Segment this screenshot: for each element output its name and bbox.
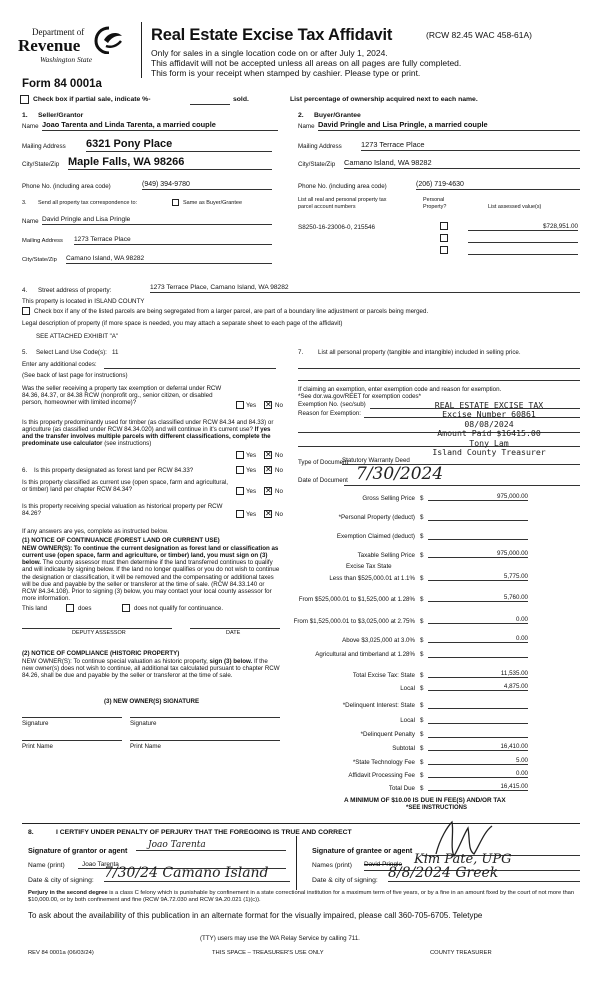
personal-property-line-1[interactable] [298, 368, 580, 369]
correspondence-mailing-field[interactable]: 1273 Terrace Place [74, 236, 272, 245]
additional-codes-label: Enter any additional codes: [22, 361, 97, 368]
seller-name-field[interactable]: Joao Tarenta and Linda Tarenta, a married couple [42, 121, 278, 131]
agricultural-field[interactable] [428, 649, 528, 658]
header-divider [141, 22, 142, 78]
certify-statement: I CERTIFY UNDER PENALTY OF PERJURY THAT THE FOREGOING IS TRUE AND CORRECT [56, 829, 352, 836]
perjury-notice-bold: Perjury in the second degree [28, 890, 108, 896]
grantor-signature-label: Signature of grantor or agent [28, 846, 128, 855]
parcel-col-header-1b: parcel account numbers [298, 204, 356, 210]
owner-print-line-2[interactable] [130, 740, 280, 741]
q5-yes-label: Yes [246, 511, 257, 518]
delinquent-penalty-label: *Delinquent Penalty [360, 731, 415, 738]
revision-number: REV 84 0001a (06/03/24) [28, 950, 94, 956]
correspondence-name-field[interactable]: David Pringle and Lisa Pringle [42, 216, 272, 225]
question-forest: Is this property designated as forest land per RCW 84.33? [34, 467, 194, 474]
perjury-notice-text: is a class C felony which is punishable by confinement in a state correctional institution for a maximum term of five years, or by a fine in an amount fixed by the court of not more than $10,000.00, or by both confinement and fine (RCW 9A.72.030 and RCW 9A.20.021 (1)(c)). [28, 890, 575, 903]
buyer-phone-field[interactable]: (206) 719-4630 [416, 181, 580, 190]
tier2-dollar: $ [420, 596, 424, 603]
grantor-date-city-label: Date & city of signing: [28, 877, 94, 884]
technology-fee-dollar: $ [420, 759, 424, 766]
buyer-mailing-field[interactable]: 1273 Terrace Place [361, 141, 580, 151]
subtotal-dollar: $ [420, 745, 424, 752]
street-label: Street address of property: [38, 287, 112, 294]
owner-print-label-1: Print Name [22, 743, 53, 750]
stamp-line-4: Amount Paid $16415.00 [437, 428, 541, 439]
grantee-names-print-label: Names (print) [312, 862, 352, 869]
new-owner-signature-title: (3) NEW OWNER(S) SIGNATURE [104, 698, 200, 705]
personal-property-checkbox-3[interactable] [440, 246, 448, 254]
seller-mailing-label: Mailing Address [22, 143, 66, 150]
technology-fee-field[interactable]: 5.00 [428, 757, 528, 765]
land-does-not-checkbox[interactable] [122, 604, 130, 612]
tier2-label: From $525,000.01 to $1,525,000 at 1.28% [298, 596, 415, 603]
alternate-format-notice: To ask about the availability of this publication in an alternate format for the visually impaired, please call 360-705-6705. Teletype [28, 911, 483, 920]
delinquent-interest-local-field[interactable] [428, 715, 528, 724]
street-address-field[interactable]: 1273 Terrace Place, Camano Island, WA 98282 [150, 284, 580, 293]
affidavit-fee-field[interactable]: 0.00 [428, 770, 528, 778]
q5-no-label: No [275, 511, 283, 518]
technology-fee-label: *State Technology Fee [352, 759, 415, 766]
q1-no-label: No [275, 402, 283, 409]
notice-compliance-a: NEW OWNER(S): To continue special valuation as historic property, [22, 658, 208, 665]
segregated-label: Check box if any of the listed parcels are being segregated from a larger parcel, are part of a boundary line adjustment or parcels being merged. [34, 308, 429, 315]
q5-yes-checkbox[interactable] [236, 510, 244, 518]
question-timber [22, 419, 280, 448]
total-excise-local-label: Local [400, 685, 415, 692]
exemption-claimed-label: Exemption Claimed (deduct) [336, 533, 415, 540]
gross-selling-price-label: Gross Selling Price [362, 495, 415, 502]
seller-city-label: City/State/Zip [22, 161, 60, 168]
parcel-col-header-3: List assessed value(s) [488, 204, 542, 210]
land-does-not-label: does not qualify for continuance. [134, 605, 224, 612]
tty-notice: (TTY) users may use the WA Relay Service by calling 711. [200, 935, 360, 942]
notice-compliance-title: (2) NOTICE OF COMPLIANCE (HISTORIC PROPERTY) [22, 650, 180, 657]
q1-yes-label: Yes [246, 402, 257, 409]
personal-property-label: List all personal property (tangible and intangible) included in selling price. [318, 349, 521, 356]
grantee-names-handwritten: Kim Pate, UPG [414, 852, 512, 867]
q5-no-checkbox[interactable]: ✕ [265, 509, 272, 518]
total-due-field[interactable]: 16,415.00 [428, 783, 528, 791]
tier3-dollar: $ [420, 618, 424, 625]
tier1-field[interactable]: 5,775.00 [428, 573, 528, 581]
total-due-label: Total Due [388, 785, 415, 792]
q4-no-checkbox[interactable]: ✕ [265, 486, 272, 495]
street-num: 4. [22, 287, 28, 294]
grantor-name-print-label: Name (print) [28, 862, 65, 869]
owner-signature-label-2: Signature [130, 720, 157, 727]
owner-signature-label-1: Signature [22, 720, 49, 727]
if-any-yes: If any answers are yes, complete as instructed below. [22, 528, 169, 535]
question-exemption: Was the seller receiving a property tax exemption or deferral under RCW 84.36, 84.37, or 84.38 RCW (nonprofit org., senior citizen, or disabled person, homeowner with limited income)? [22, 385, 222, 407]
department-logo [18, 24, 128, 68]
tier4-dollar: $ [420, 637, 424, 644]
owner-print-line-1[interactable] [22, 740, 122, 741]
parcel-col-header-2a: Personal [423, 197, 445, 203]
personal-property-deduct-dollar: $ [420, 514, 424, 521]
land-use-num: 5. [22, 349, 28, 356]
ownership-note: List percentage of ownership acquired next to each name. [290, 96, 478, 103]
taxable-selling-price-field[interactable]: 975,000.00 [428, 550, 528, 558]
buyer-heading: Buyer/Grantee [314, 112, 361, 119]
exemption-claimed-dollar: $ [420, 533, 424, 540]
exemption-intro: If claiming an exemption, enter exemption code and reason for exemption. [298, 386, 502, 393]
excise-tax-state-label: Excise Tax State [346, 563, 392, 570]
tier4-label: Above $3,025,000 at 3.0% [342, 637, 415, 644]
segregated-checkbox[interactable] [22, 307, 30, 315]
affidavit-fee-label: Affidavit Processing Fee [348, 772, 415, 779]
correspondence-mailing-label: Mailing Address [22, 238, 63, 244]
see-back-instructions: (See back of last page for instructions) [22, 372, 128, 379]
delinquent-penalty-field[interactable] [428, 729, 528, 738]
parcel-number[interactable]: S8250-16-23006-0, 215546 [298, 224, 376, 231]
correspondence-name-label: Name [22, 218, 39, 225]
see-attached-exhibit: SEE ATTACHED EXHIBIT "A" [36, 333, 119, 340]
county-treasurer-label: COUNTY TREASURER [430, 950, 492, 956]
notice-continuance-b: The county assessor must then determine if the land transferred continues to qualify and will indicate by signing below. If the land no longer qualifies or you do not wish to continue the designation or classification, it will be removed and the compensating or additional taxes will be due and payable by the seller or transferor at the time of sale. (RCW 84.33.140 or RCW 84.34.108). Prior to signing (3) below, you may contact your local county assessor for more information. [22, 559, 280, 602]
same-as-buyer-checkbox[interactable] [172, 199, 179, 206]
gross-selling-price-dollar: $ [420, 495, 424, 502]
partial-sale-percent-line [190, 104, 230, 105]
owner-signature-line-1[interactable] [22, 717, 122, 718]
land-does-label: does [78, 605, 92, 612]
land-use-code[interactable]: 11 [112, 349, 119, 356]
grantee-names-print-typed: David Pringle [364, 861, 403, 868]
buyer-name-label: Name [298, 123, 315, 130]
question-timber-c: (see instructions) [104, 440, 152, 448]
deputy-assessor-line[interactable] [22, 628, 172, 629]
owner-print-label-2: Print Name [130, 743, 161, 750]
partial-sale-sold: sold. [233, 96, 249, 103]
dept-state: Washington State [40, 55, 93, 64]
land-does-checkbox[interactable] [66, 604, 74, 612]
grantee-date-city-label: Date & city of signing: [312, 877, 378, 884]
assessed-value-2[interactable] [468, 242, 578, 243]
grantee-signature-label: Signature of grantee or agent [312, 846, 413, 855]
land-use-label: Select Land Use Code(s): [36, 349, 107, 356]
document-date-field[interactable]: 7/30/2024 [344, 465, 580, 486]
deputy-assessor-label: DEPUTY ASSESSOR [72, 630, 126, 636]
seller-heading: Seller/Grantor [38, 112, 84, 119]
question-timber-a: Is this property predominantly used for timber (as classified under RCW 84.34 and 84.33) or agriculture (as classified under RCW 84.34.020) and will continue in it's current use? [22, 419, 274, 434]
grantor-signature-field[interactable]: Joao Tarenta [136, 840, 286, 851]
buyer-city-field[interactable]: Camano Island, WA 98282 [344, 159, 580, 169]
q1-yes-checkbox[interactable] [236, 401, 244, 409]
exemption-claimed-field[interactable] [428, 531, 528, 540]
grantee-date-city-field[interactable]: 8/8/2024 Greek [388, 865, 580, 882]
exemption-code-label: Exemption No. (sec/sub) [298, 401, 366, 408]
seller-phone-label: Phone No. (including area code) [22, 183, 111, 190]
q3-yes-checkbox[interactable] [236, 466, 244, 474]
personal-property-line-2[interactable] [298, 380, 580, 381]
document-type-field[interactable]: Statutory Warranty Deed [342, 457, 580, 465]
question-forest-num: 6. [22, 467, 28, 474]
delinquent-penalty-dollar: $ [420, 731, 424, 738]
note-single-location: Only for sales in a single location code on or after July 1, 2024. [151, 48, 388, 58]
minimum-due-notice: A MINIMUM OF $10.00 IS DUE IN FEE(S) AND/OR TAX [344, 797, 506, 804]
stamp-line-1: REAL ESTATE EXCISE TAX [434, 400, 544, 410]
treasurer-stamp [414, 401, 564, 457]
notice-compliance-b: sign (3) below. [207, 658, 253, 665]
correspondence-label: Send all property tax correspondence to: [38, 200, 138, 206]
q4-no-label: No [275, 488, 283, 495]
perjury-notice [28, 890, 588, 903]
grantor-date-city-field[interactable]: 7/30/24 Camano Island [104, 865, 290, 882]
grantor-name-print-field[interactable]: Joao Tarenta [78, 861, 286, 869]
notice-continuance-title: (1) NOTICE OF CONTINUANCE (FOREST LAND OR CURRENT USE) [22, 537, 220, 544]
personal-property-num: 7. [298, 349, 304, 356]
seller-mailing-field[interactable]: 6321 Pony Place [86, 138, 272, 152]
exemption-reason-label: Reason for Exemption: [298, 410, 361, 417]
dept-line: Department of [32, 27, 85, 37]
personal-property-checkbox-2[interactable] [440, 234, 448, 242]
partial-sale-label: Check box if partial sale, indicate %- [33, 96, 151, 103]
q3-yes-label: Yes [246, 467, 257, 474]
q2-no-checkbox[interactable]: ✕ [265, 450, 272, 459]
seller-name-label: Name [22, 123, 39, 130]
correspondence-city-label: City/State/Zip [22, 257, 57, 263]
delinquent-interest-local-label: Local [400, 717, 415, 724]
total-excise-state-label: Total Excise Tax: State [352, 672, 415, 679]
agricultural-dollar: $ [420, 651, 424, 658]
personal-property-deduct-label: *Personal Property (deduct) [338, 514, 415, 521]
q2-no-label: No [275, 452, 283, 459]
document-date-label: Date of Document [298, 477, 348, 484]
seller-city-field[interactable]: Maple Falls, WA 98266 [68, 156, 272, 170]
form-title: Real Estate Excise Tax Affidavit [151, 26, 393, 44]
buyer-city-label: City/State/Zip [298, 161, 336, 168]
note-receipt: This form is your receipt when stamped by cashier. Please type or print. [151, 68, 421, 78]
total-excise-local-dollar: $ [420, 685, 424, 692]
q2-yes-checkbox[interactable] [236, 451, 244, 459]
q1-no-checkbox[interactable]: ✕ [265, 400, 272, 409]
buyer-phone-label: Phone No. (including area code) [298, 183, 387, 190]
taxable-selling-price-dollar: $ [420, 552, 424, 559]
notice-continuance-a: NEW OWNER(S): To continue the current designation as forest land or classification as current use (open space, farm and agriculture, or timber) land, you must sign on (3) below. [22, 545, 279, 567]
total-due-dollar: $ [420, 785, 424, 792]
notice-compliance-c: If the new owner(s) does not wish to continue, all additional tax calculated pursuant to chapter RCW 84.26, shall be due and payable by the seller or transferor at the time of sale. [22, 658, 280, 680]
partial-sale-checkbox[interactable] [20, 95, 29, 104]
notice-compliance-body [22, 658, 280, 679]
this-land-label: This land [22, 605, 48, 612]
correspondence-city-field[interactable]: Camano Island, WA 98282 [66, 255, 272, 264]
property-located: This property is located in ISLAND COUNTY [22, 298, 145, 305]
parcel-col-header-1a: List all real and personal property tax [298, 197, 387, 203]
total-excise-state-field[interactable]: 11,535.00 [428, 670, 528, 678]
parcel-col-header-2b: Property? [423, 204, 447, 210]
correspondence-num: 3. [22, 200, 27, 206]
exemption-codes-url: *See dor.wa.gov/REET for exemption codes* [298, 393, 422, 400]
certify-num: 8. [28, 829, 34, 836]
tier4-field[interactable]: 0.00 [428, 635, 528, 643]
buyer-heading-num: 2. [298, 112, 304, 119]
delinquent-interest-state-field[interactable] [428, 700, 528, 709]
assessed-value-3[interactable] [468, 254, 578, 255]
treasurer-use-only: THIS SPACE – TREASURER'S USE ONLY [212, 950, 324, 956]
seller-heading-num: 1. [22, 112, 28, 119]
question-historic: Is this property receiving special valuation as historical property per RCW 84.26? [22, 503, 223, 518]
tier3-field[interactable]: 0.00 [428, 616, 528, 624]
form-citation: (RCW 82.45 WAC 458-61A) [426, 30, 532, 40]
stamp-line-5: Tony Lam [469, 437, 509, 448]
tier2-field[interactable]: 5,760.00 [428, 594, 528, 602]
stamp-line-2: Excise Number 60861 [442, 409, 536, 420]
q3-no-label: No [275, 467, 283, 474]
q2-yes-label: Yes [246, 452, 257, 459]
owner-signature-line-2[interactable] [130, 717, 280, 718]
q4-yes-label: Yes [246, 488, 257, 495]
stamp-line-3: 08/08/2024 [464, 418, 514, 429]
legal-description-label: Legal description of property (if more space is needed, you may attach a separate sheet to each page of the affidavit) [22, 320, 343, 327]
stamp-line-6: Island County Treasurer [432, 447, 546, 458]
dept-name: Revenue [18, 36, 81, 55]
q3-no-checkbox[interactable]: ✕ [265, 465, 272, 474]
delinquent-interest-local-dollar: $ [420, 717, 424, 724]
certify-divider [296, 836, 297, 890]
delinquent-interest-state-label: *Delinquent Interest: State [342, 702, 415, 709]
delinquent-interest-state-dollar: $ [420, 702, 424, 709]
taxable-selling-price-label: Taxable Selling Price [357, 552, 415, 559]
question-timber-b: If yes and the transfer involves multiple parcels with different classifications, complete the predominate use calculator [22, 426, 271, 448]
form-number: Form 84 0001a [22, 78, 102, 90]
same-as-buyer-label: Same as Buyer/Grantee [183, 200, 243, 206]
see-instructions: *SEE INSTRUCTIONS [406, 805, 468, 811]
assessor-date-label: DATE [226, 630, 241, 636]
notice-continuance-body [22, 545, 280, 602]
personal-property-checkbox-1[interactable] [440, 222, 448, 230]
agricultural-label: Agricultural and timberland at 1.28% [315, 651, 415, 658]
seller-phone-field[interactable]: (949) 394-9780 [142, 181, 272, 190]
assessor-date-line[interactable] [190, 628, 280, 629]
assessed-value-1[interactable]: $728,951.00 [468, 223, 578, 231]
subtotal-label: Subtotal [392, 745, 415, 752]
tier1-label: Less than $525,000.01 at 1.1% [329, 575, 415, 582]
document-type-label: Type of Document [298, 459, 349, 466]
q4-yes-checkbox[interactable] [236, 487, 244, 495]
affidavit-fee-dollar: $ [420, 772, 424, 779]
note-fully-completed: This affidavit will not be accepted unless all areas on all pages are fully completed. [151, 58, 462, 68]
total-excise-state-dollar: $ [420, 672, 424, 679]
gross-selling-price-field[interactable]: 975,000.00 [428, 493, 528, 501]
tier1-dollar: $ [420, 575, 424, 582]
buyer-name-field[interactable]: David Pringle and Lisa Pringle, a married couple [318, 121, 580, 131]
revenue-logo-icon [94, 26, 124, 54]
additional-codes-field[interactable] [104, 368, 276, 369]
question-current-use: Is this property classified as current use (open space, farm and agricultural, or timber) land per chapter RCW 84.34? [22, 479, 229, 494]
subtotal-field[interactable]: 16,410.00 [428, 743, 528, 751]
tier3-label: From $1,525,000.01 to $3,025,000 at 2.75% [293, 618, 415, 625]
personal-property-deduct-field[interactable] [428, 512, 528, 521]
total-excise-local-field[interactable]: 4,875.00 [428, 683, 528, 691]
buyer-mailing-label: Mailing Address [298, 143, 342, 150]
